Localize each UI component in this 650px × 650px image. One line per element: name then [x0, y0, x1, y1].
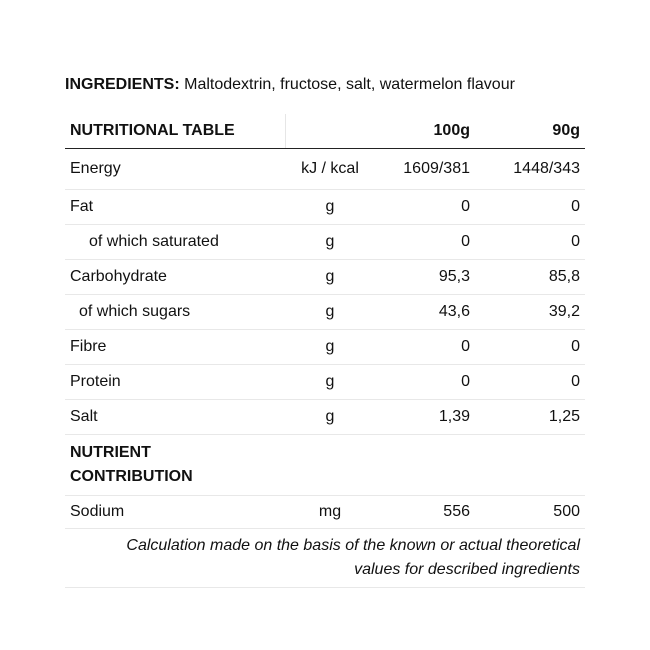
ingredients-line	[65, 74, 585, 96]
row-value-90g: 0	[475, 190, 585, 225]
column-header-100g: 100g	[375, 114, 475, 149]
unit-column-header	[285, 114, 375, 149]
row-unit: g	[285, 295, 375, 330]
section-heading	[65, 435, 585, 496]
table-header-row	[65, 114, 585, 149]
note-line1: Calculation made on the basis of the known or actual theoretical	[126, 537, 580, 554]
row-name: of which saturated	[65, 225, 285, 260]
row-unit: g	[285, 260, 375, 295]
row-value-100g: 43,6	[375, 295, 475, 330]
row-unit: g	[285, 190, 375, 225]
table-row-carbohydrate	[65, 260, 585, 295]
row-value-100g: 0	[375, 225, 475, 260]
row-value-100g: 556	[375, 496, 475, 529]
row-value-90g: 85,8	[475, 260, 585, 295]
row-value-100g: 1,39	[375, 400, 475, 435]
ingredients-label: INGREDIENTS:	[65, 76, 180, 93]
row-value-100g: 0	[375, 365, 475, 400]
calculation-note	[65, 529, 585, 588]
section-nutrient-contribution	[65, 435, 585, 496]
row-name: Sodium	[65, 496, 285, 529]
row-value-90g: 39,2	[475, 295, 585, 330]
nutrition-panel	[65, 74, 585, 588]
row-unit: kJ / kcal	[285, 149, 375, 190]
row-value-90g: 1,25	[475, 400, 585, 435]
table-row-fat	[65, 190, 585, 225]
row-value-90g: 0	[475, 365, 585, 400]
section-heading-line2: CONTRIBUTION	[70, 468, 193, 485]
row-name: Protein	[65, 365, 285, 400]
ingredients-text: Maltodextrin, fructose, salt, watermelon flavour	[179, 76, 515, 93]
row-value-90g: 500	[475, 496, 585, 529]
table-row-salt	[65, 400, 585, 435]
row-value-90g: 1448/343	[475, 149, 585, 190]
table-row-note	[65, 529, 585, 588]
nutrition-table	[65, 114, 585, 588]
table-row-energy	[65, 149, 585, 190]
row-unit: g	[285, 225, 375, 260]
row-unit: mg	[285, 496, 375, 529]
row-value-90g: 0	[475, 330, 585, 365]
row-unit: g	[285, 365, 375, 400]
row-name: Carbohydrate	[65, 260, 285, 295]
row-value-100g: 0	[375, 330, 475, 365]
table-row-sugars	[65, 295, 585, 330]
table-row-fibre	[65, 330, 585, 365]
section-heading-line1: NUTRIENT	[70, 444, 151, 461]
row-name: Fat	[65, 190, 285, 225]
row-name: Fibre	[65, 330, 285, 365]
table-title: NUTRITIONAL TABLE	[65, 114, 285, 149]
note-line2: values for described ingredients	[354, 561, 580, 578]
row-name: of which sugars	[65, 295, 285, 330]
row-unit: g	[285, 400, 375, 435]
row-name: Energy	[65, 149, 285, 190]
row-value-100g: 0	[375, 190, 475, 225]
row-value-100g: 95,3	[375, 260, 475, 295]
row-value-100g: 1609/381	[375, 149, 475, 190]
row-name: Salt	[65, 400, 285, 435]
row-value-90g: 0	[475, 225, 585, 260]
row-unit: g	[285, 330, 375, 365]
table-row-sodium	[65, 496, 585, 529]
table-row-protein	[65, 365, 585, 400]
table-row-saturated	[65, 225, 585, 260]
column-header-90g: 90g	[475, 114, 585, 149]
